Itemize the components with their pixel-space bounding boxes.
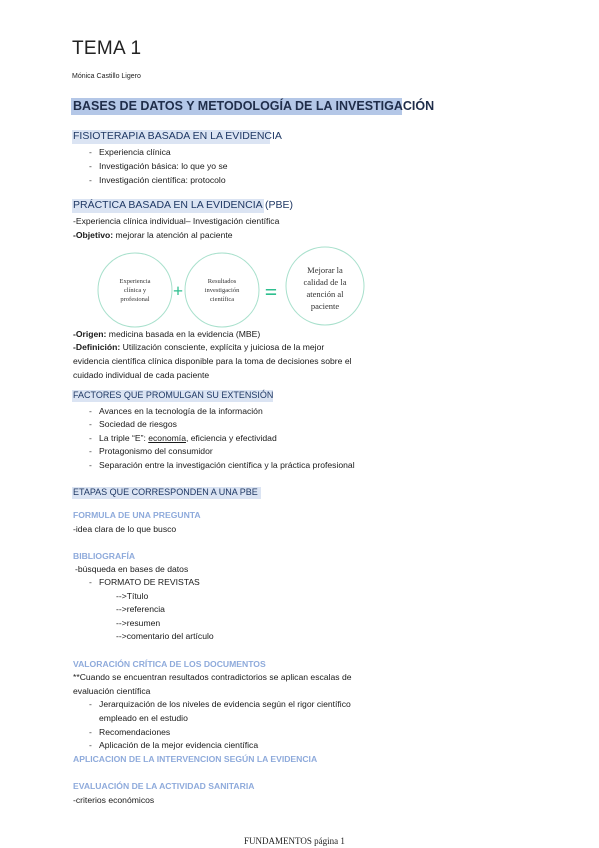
list-item: - Aplicación de la mejor evidencia científica	[89, 740, 259, 750]
list-item: - Sociedad de riesgos	[89, 419, 177, 429]
diagram-text: Mejorar la	[307, 265, 343, 275]
paragraph: cuidado individual de cada paciente	[73, 370, 210, 380]
page-footer: FUNDAMENTOS página 1	[244, 836, 345, 846]
list-item: - La triple “E”: economía, eficiencia y efectividad	[89, 433, 277, 443]
paragraph-definition: -Definición: Utilización consciente, explícita y juiciosa de la mejor	[73, 342, 325, 352]
diagram-text: científica	[209, 296, 235, 303]
list-item: - Recomendaciones	[89, 727, 171, 737]
paragraph: -criterios económicos	[73, 795, 155, 805]
paragraph: -Objetivo: mejorar la atención al paciente	[73, 230, 233, 240]
list-item: - Investigación científica: protocolo	[89, 175, 226, 185]
section-heading-pbe: PRÁCTICA BASADA EN LA EVIDENCIA (PBE)	[73, 199, 293, 211]
paragraph: -idea clara de lo que busco	[73, 524, 177, 534]
section-heading-stages: ETAPAS QUE CORRESPONDEN A UNA PBE	[73, 487, 258, 497]
list-item: -->comentario del artículo	[116, 631, 214, 641]
paragraph: -búsqueda en bases de datos	[75, 564, 189, 574]
diagram-text: clínica y	[123, 287, 147, 294]
list-item-continuation: empleado en el estudio	[99, 713, 188, 723]
list-item: - Avances en la tecnología de la información	[89, 406, 263, 416]
main-heading: BASES DE DATOS Y METODOLOGÍA DE LA INVESTIGACIÓN	[73, 99, 435, 113]
diagram-text: profesional	[120, 296, 150, 303]
list-item: - Investigación básica: lo que yo se	[89, 161, 228, 171]
subheading-question: FORMULA DE UNA PREGUNTA	[73, 510, 201, 520]
list-item: -->resumen	[116, 618, 161, 628]
paragraph: evaluación científica	[73, 686, 151, 696]
list-item: - FORMATO DE REVISTAS	[89, 577, 200, 587]
diagram-text: Experiencia	[119, 278, 151, 285]
list-item: -->Título	[116, 591, 149, 601]
section-heading-fbe: FISIOTERAPIA BASADA EN LA EVIDENCIA	[73, 130, 282, 142]
section-heading-factors: FACTORES QUE PROMULGAN SU EXTENSIÓN	[73, 390, 274, 400]
subheading-evaluation: EVALUACIÓN DE LA ACTIVIDAD SANITARIA	[73, 781, 255, 791]
author-name: Mónica Castillo Ligero	[72, 73, 141, 80]
diagram-text: atención al	[306, 289, 344, 299]
paragraph: evidencia científica clínica disponible para la toma de decisiones sobre el	[73, 356, 352, 366]
list-item: - Protagonismo del consumidor	[89, 446, 213, 456]
subheading-application: APLICACION DE LA INTERVENCION SEGÚN LA EVIDENCIA	[73, 754, 318, 764]
diagram-text: investigación	[204, 287, 240, 294]
paragraph-origin: -Origen: medicina basada en la evidencia (MBE)	[73, 329, 261, 339]
list-item: - Separación entre la investigación científica y la práctica profesional	[89, 460, 355, 470]
plus-icon: +	[172, 281, 184, 301]
paragraph: **Cuando se encuentran resultados contradictorios se aplican escalas de	[73, 672, 352, 682]
subheading-critical-assessment: VALORACIÓN CRÍTICA DE LOS DOCUMENTOS	[73, 659, 266, 669]
page-title: TEMA 1	[72, 38, 142, 59]
paragraph: -Experiencia clínica individual– Investigación científica	[73, 216, 280, 226]
diagram-text: Resultados	[207, 278, 237, 285]
list-item: - Experiencia clínica	[89, 147, 171, 157]
pbe-diagram	[95, 244, 370, 332]
diagram-text: calidad de la	[303, 277, 347, 287]
list-item: -->referencia	[116, 604, 165, 614]
diagram-text: paciente	[310, 301, 340, 311]
list-item: - Jerarquización de los niveles de evidencia según el rigor científico	[89, 699, 351, 709]
equals-icon: =	[264, 279, 278, 304]
subheading-bibliography: BIBLIOGRAFÍA	[73, 551, 136, 561]
